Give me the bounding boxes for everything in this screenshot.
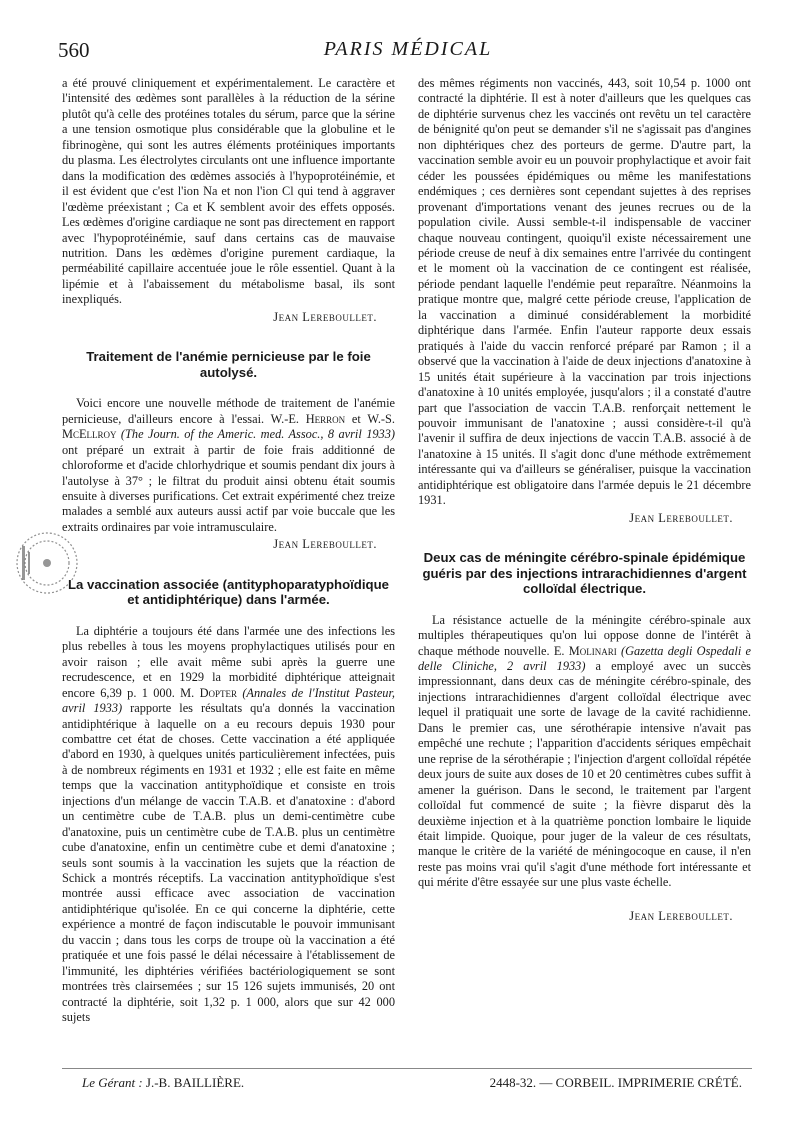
article-body-vaccination: La diphtérie a toujours été dans l'armée une des infections les plus rebelles à tous les moyens prophylactiques utilisés pour en avoir raison ; elle avait même subi après la guerre une recrudescence, et en 1929 la morbidité diphtérique atteignait encore 6,39 p. 1 000. M. Dopter (Annales de l'Institut Pasteur, avril 1933) rapporte les résultats qu'a donnés la vaccination antidiphtérique à laquelle on a eu recours depuis 1930 pour combattre cet état de choses. Cette vaccination a été appliquée d'abord en 1930, à quelques unités particulièrement infectées, puis à de nombreux régiments en 1931 et 1932 ; elle est faite en même temps que la vaccination antityphoïdique et consiste en trois injections d'un mélange de vaccin T.A.B. et d'anatoxine : d'abord un centimètre cube de T.A.B. plus un demi-centimètre cube d'anatoxine, puis un centimètre cube de T.A.B. plus un centimètre cube d'anatoxine, enfin un centimètre cube et demi d'anatoxine ; seuls sont soumis à la vaccination les sujets que la réaction de Schick a montrés réceptifs. La vaccination antityphoïdique s'est montrée aussi efficace avec association de vaccination antidiphtérique qu'isolée. En ce qui concerne la diphtérie, cette expérience a montré de façon indiscutable le pouvoir immunisant du vaccin ; dans tous les corps de troupe où la vaccination a été pratiquée et une fois passé le délai nécessaire à l'établissement de l'immunité, les diphtéries vérifiées bactériologiquement se sont montrées très clairsemées ; sur 15 126 sujets immunisés, 20 ont contracté la diphtérie, soit 1,32 p. 1 000, alors que sur 42 000 sujets xyxy=(62,623,395,1025)
intro-signature: Jean Lereboullet. xyxy=(273,309,377,324)
printer-credit: 2448-32. — CORBEIL. IMPRIMERIE CRÉTÉ. xyxy=(489,1075,742,1090)
article-body-meningitis: La résistance actuelle de la méningite cérébro-spinale aux multiples thérapeutiques qu'on lui oppose donne de l'intérêt à chaque méthode nouvelle. E. Molinari (Gazetta degli Ospedali e delle Cliniche, 2 avril 1933) a employé avec un succès impressionnant, dans deux cas de méningite cérébro-spinale, des injections intrarachidiennes d'argent colloïdal électrique avec lequel il pratiquait une sorte de lavage de la cavité rachidienne. Dans le premier cas, une sérothérapie intensive n'avait pas empêché une rechute ; l'apparition d'accidents sériques empêchait une reprise de la sérothérapie ; l'injection d'argent colloïdal répétée deux jours de suite aux doses de 10 et 20 centimètres cubes suffit à amener la guérison. Dans le second, le traitement par l'argent colloïdal fut commencé de suite ; la fièvre disparut dès la deuxième injection et à la quatrième ponction lombaire le liquide était limpide. Quoique, pour juger de la valeur de ces résultats, manque le critère de la variété de méningocoque en cause, il n'en reste pas moins vrai qu'il s'agit d'une méthode fort intéressante et qui mérite d'être essayée sur une plus vaste échelle. xyxy=(418,612,751,890)
author-name: Molinari xyxy=(568,643,617,658)
intro-paragraph: a été prouvé cliniquement et expérimentalement. Le caractère et l'intensité des œdèmes sont parallèles à la réduction de la sérine plutôt qu'à celle des protéines totales du sérum, parce que la sérine a une tension osmotique plus considérable que la globuline et le fibrinogène, qui sont les autres éléments protéiniques importants du plasma. Les électrolytes circulants ont une influence importante dans la modification des œdèmes associés à l'hypoprotéinémie, et il est évident que c'est l'ion Na et non l'ion Cl qui tend à aggraver l'œdème préexistant ; Ca et K semblent avoir des effets opposés. Les œdèmes d'origine cardiaque ne sont pas directement en rapport avec l'hypoprotéinémie, sauf dans certains cas de mauvaise nutrition. Dans les œdèmes d'origine purement cardiaque, la perméabilité capillaire accentuée joue le rôle essentiel. Quant à la lipémie et à l'abaissement du métabolisme basal, ils sont inexpliqués. xyxy=(62,76,395,307)
article-body-pernicious-anemia: Voici encore une nouvelle méthode de traitement de l'anémie pernicieuse, d'ailleurs encore à l'essai. W.-E. Herron et W.-S. McEllroy (The Journ. of the Americ. med. Assoc., 8 avril 1933) ont préparé un extrait à partir de foie frais additionné de chloroforme et d'acide chlorhydrique et soumis pendant dix jours à l'autolyse à 37° ; le filtrat du produit ainsi obtenu était soumis ensuite à diverses purifications. Cet extrait expérimenté chez treize malades a semblé aux auteurs aussi actif par voie buccale que les extraits ordinaires par voie intramusculaire. xyxy=(62,396,395,534)
page-footer xyxy=(82,1075,742,1095)
right-column xyxy=(418,76,751,924)
article-signature: Jean Lereboullet. xyxy=(629,908,733,923)
journal-title: PARIS MÉDICAL xyxy=(323,38,493,60)
manager-credit: Le Gérant : J.-B. BAILLIÈRE. xyxy=(82,1075,245,1090)
citation: (Gazetta degli Ospedali e delle Cliniche, 2 avril 1933) xyxy=(418,643,751,673)
author-name: Herron xyxy=(305,411,346,426)
article-title-vaccination: La vaccination associée (antityphoparatyphoïdique et antidiphtérique) dans l'armée. xyxy=(68,576,389,608)
article-signature: Jean Lereboullet. xyxy=(273,537,377,552)
article-title-meningitis: Deux cas de méningite cérébro-spinale épidémique guéris par des injections intrarachidiennes d'argent colloïdal électrique. xyxy=(422,550,747,597)
page-number: 560 xyxy=(58,38,90,62)
author-name: Dopter xyxy=(199,685,237,700)
author-name: McEllroy xyxy=(62,427,117,442)
article-signature: Jean Lereboullet. xyxy=(629,510,733,525)
manager-name: J.-B. BAILLIÈRE. xyxy=(145,1075,245,1090)
article-body-vaccination-continued: des mêmes régiments non vaccinés, 443, soit 10,54 p. 1000 ont contracté la diphtérie. Il est à noter d'ailleurs que les quelques cas de diphtérie survenus chez les vaccinés ont revêtu un tel caractère de bénignité qu'on peut se demander s'il ne s'agissait pas d'angines non diphtériques chez des porteurs de germe. D'autre part, la vaccination semble avoir eu un pouvoir prophylactique et avoir fait céder les poussées épidémiques ou même les manifestations endémiques ; ces dernières sont cependant sujettes à des reprises provenant d'importations venant des jeunes recrues ou de la population civile. Aussi semble-t-il indispensable de vacciner chaque nouveau contingent, quoiqu'il existe nécessairement une période creuse de neuf à dix semaines entre l'arrivée du contingent et le moment où la vaccination de ce contingent est réalisée, période pendant laquelle l'endémie peut reparaître. Néanmoins la pratique montre que, malgré cette période creuse, l'application de la vaccination a diminué considérablement la morbidité diphtérique dans l'armée. Enfin l'auteur rapporte deux essais pratiqués à l'aide du vaccin renforcé préparé par Ramon ; il a observé que la vaccination à l'aide de deux injections d'anatoxine à 15 unités était supérieure à la vaccination par trois injections d'anatoxine à 10 unités employée, jusqu'alors ; il a constaté d'autre part que l'association de vaccin T.A.B. renforçait nettement le pouvoir immunisant de l'anatoxine ; aussi considère-t-il qu'à l'avenir il suffira de deux injections de vaccin T.A.B. associé à de l'anatoxine à 15 unités. Il s'agit donc d'une méthode extrêmement intéressante qui va d'ailleurs se généraliser, puisque la vaccination antidiphtérique est obligatoire dans l'armée depuis le 21 décembre 1931. xyxy=(418,76,751,508)
citation: (The Journ. of the Americ. med. Assoc., 8 avril 1933) xyxy=(116,427,395,442)
citation: (Annales de l'Institut Pasteur, avril 1933) xyxy=(62,685,395,716)
footer-divider xyxy=(62,1068,752,1069)
article-title-pernicious-anemia: Traitement de l'anémie pernicieuse par le foie autolysé. xyxy=(86,349,371,380)
left-column xyxy=(62,76,395,1026)
page-header xyxy=(58,38,758,72)
